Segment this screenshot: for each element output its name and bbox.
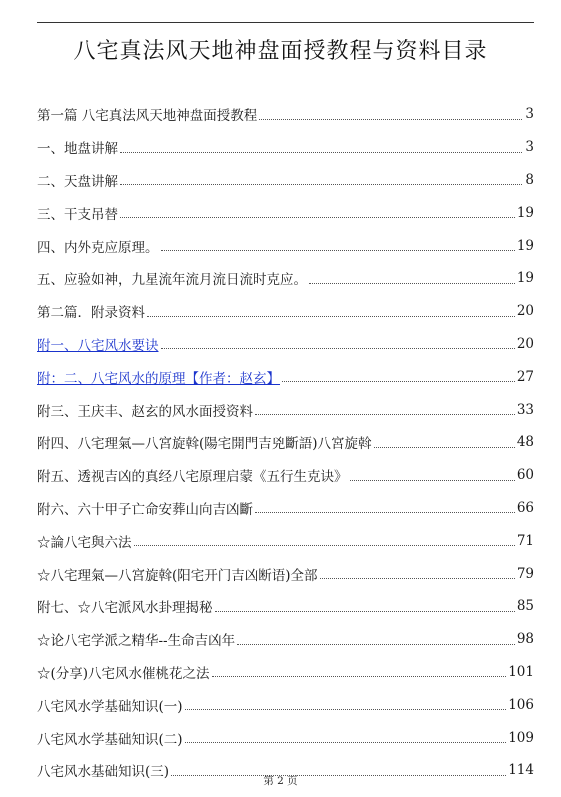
toc-entry-title: 附三、王庆丰、赵玄的风水面授资料 <box>37 403 253 420</box>
toc-entry-title: 附六、六十甲子亡命安葬山向吉凶斷 <box>37 501 253 518</box>
toc-entry-title: ☆论八宅学派之精华--生命吉凶年 <box>37 633 236 650</box>
toc-entry-title: 二、天盘讲解 <box>37 173 118 190</box>
toc-entry-page-number: 19 <box>516 204 534 221</box>
toc-entry[interactable] <box>37 688 534 721</box>
dot-leader <box>237 644 515 645</box>
toc-entry-title: ☆八宅理氣—八宮旋斡(阳宅开门吉凶断语)全部 <box>37 567 318 584</box>
toc-entry[interactable] <box>37 98 534 131</box>
dot-leader <box>120 152 522 153</box>
toc-entry[interactable] <box>37 360 534 393</box>
toc-entry-page-number: 109 <box>508 729 534 746</box>
dot-leader <box>161 348 515 349</box>
dot-leader <box>255 414 515 415</box>
toc-entry-title: 八宅风水学基础知识(一) <box>37 698 183 715</box>
toc-entry[interactable] <box>37 492 534 525</box>
toc-entry-page-number: 3 <box>525 139 534 156</box>
toc-entry-title: 一、地盘讲解 <box>37 141 118 158</box>
toc-entry[interactable] <box>37 164 534 197</box>
toc-entry-page-number: 8 <box>525 171 534 188</box>
toc-entry-title: 附五、透视吉凶的真经八宅原理启蒙《五行生克诀》 <box>37 469 348 486</box>
toc-entry[interactable] <box>37 229 534 262</box>
toc-entry-page-number: 101 <box>508 663 534 680</box>
dot-leader <box>350 480 515 481</box>
document-title: 八宅真法风天地神盘面授教程与资料目录 <box>73 39 488 64</box>
toc-entry[interactable] <box>37 721 534 754</box>
toc-entry[interactable] <box>37 196 534 229</box>
dot-leader <box>215 611 515 612</box>
page-number-footer: 第 2 页 <box>263 775 298 787</box>
dot-leader <box>212 676 507 677</box>
toc-entry-page-number: 19 <box>516 270 534 287</box>
dot-leader <box>309 283 515 284</box>
toc-entry-title: 第二篇．附录资料 <box>37 305 145 322</box>
dot-leader <box>185 742 507 743</box>
toc-entry-title: ☆(分享)八宅风水催桃花之法 <box>37 665 210 682</box>
toc-entry-title: 附七、☆八宅派风水卦理揭秘 <box>37 600 213 617</box>
toc-entry-title: 附四、八宅理氣—八宮旋斡(陽宅開門吉兇斷語)八宮旋斡 <box>37 436 372 453</box>
dot-leader <box>134 545 515 546</box>
toc-entry[interactable] <box>37 131 534 164</box>
toc-entry[interactable] <box>37 524 534 557</box>
toc-entry-title[interactable]: 附：二、八宅风水的原理【作者：赵玄】 <box>37 370 280 387</box>
toc-entry[interactable] <box>37 426 534 459</box>
toc-entry[interactable] <box>37 262 534 295</box>
toc-entry[interactable] <box>37 623 534 656</box>
toc-entry-page-number: 33 <box>516 401 534 418</box>
dot-leader <box>120 217 515 218</box>
toc-entry-page-number: 106 <box>508 696 534 713</box>
dot-leader <box>255 512 515 513</box>
toc-entry-title: 三、干支吊替 <box>37 206 118 223</box>
dot-leader <box>185 709 507 710</box>
toc-entry-page-number: 27 <box>516 368 534 385</box>
dot-leader <box>374 447 515 448</box>
toc-entry-page-number: 66 <box>516 499 534 516</box>
toc-entry[interactable] <box>37 459 534 492</box>
toc-entry-page-number: 98 <box>516 631 534 648</box>
header-rule <box>37 22 534 23</box>
dot-leader <box>161 250 515 251</box>
toc-entry[interactable] <box>37 393 534 426</box>
toc-entry-title: 五、应验如神，九星流年流月流日流时克应。 <box>37 272 307 289</box>
toc-entry-page-number: 71 <box>516 532 534 549</box>
toc-entry-page-number: 79 <box>516 565 534 582</box>
toc-entry-page-number: 60 <box>516 467 534 484</box>
dot-leader <box>147 316 515 317</box>
toc-entry-title: ☆論八宅與六法 <box>37 534 132 551</box>
dot-leader <box>120 184 522 185</box>
toc-entry-page-number: 19 <box>516 237 534 254</box>
dot-leader <box>259 119 522 120</box>
dot-leader <box>282 381 515 382</box>
toc-entry[interactable] <box>37 295 534 328</box>
toc-entry-title: 八宅风水学基础知识(二) <box>37 731 183 748</box>
toc-entry-page-number: 3 <box>525 106 534 123</box>
toc-entry-title: 八宅风水基础知识(三) <box>37 764 170 781</box>
toc-entry-title: 第一篇 八宅真法风天地神盘面授教程 <box>37 108 258 125</box>
toc-entry-page-number: 114 <box>508 762 534 779</box>
toc-entry-title: 四、内外克应原理。 <box>37 239 159 256</box>
toc-entry[interactable] <box>37 557 534 590</box>
toc-entry-title[interactable]: 附一、八宅风水要诀 <box>37 337 159 354</box>
toc-entry[interactable] <box>37 590 534 623</box>
table-of-contents <box>37 98 534 787</box>
toc-entry[interactable] <box>37 328 534 361</box>
toc-entry[interactable] <box>37 656 534 689</box>
dot-leader <box>320 578 515 579</box>
toc-entry-page-number: 20 <box>516 335 534 352</box>
toc-entry-page-number: 85 <box>516 598 534 615</box>
toc-entry-page-number: 48 <box>516 434 534 451</box>
toc-entry-page-number: 20 <box>516 303 534 320</box>
